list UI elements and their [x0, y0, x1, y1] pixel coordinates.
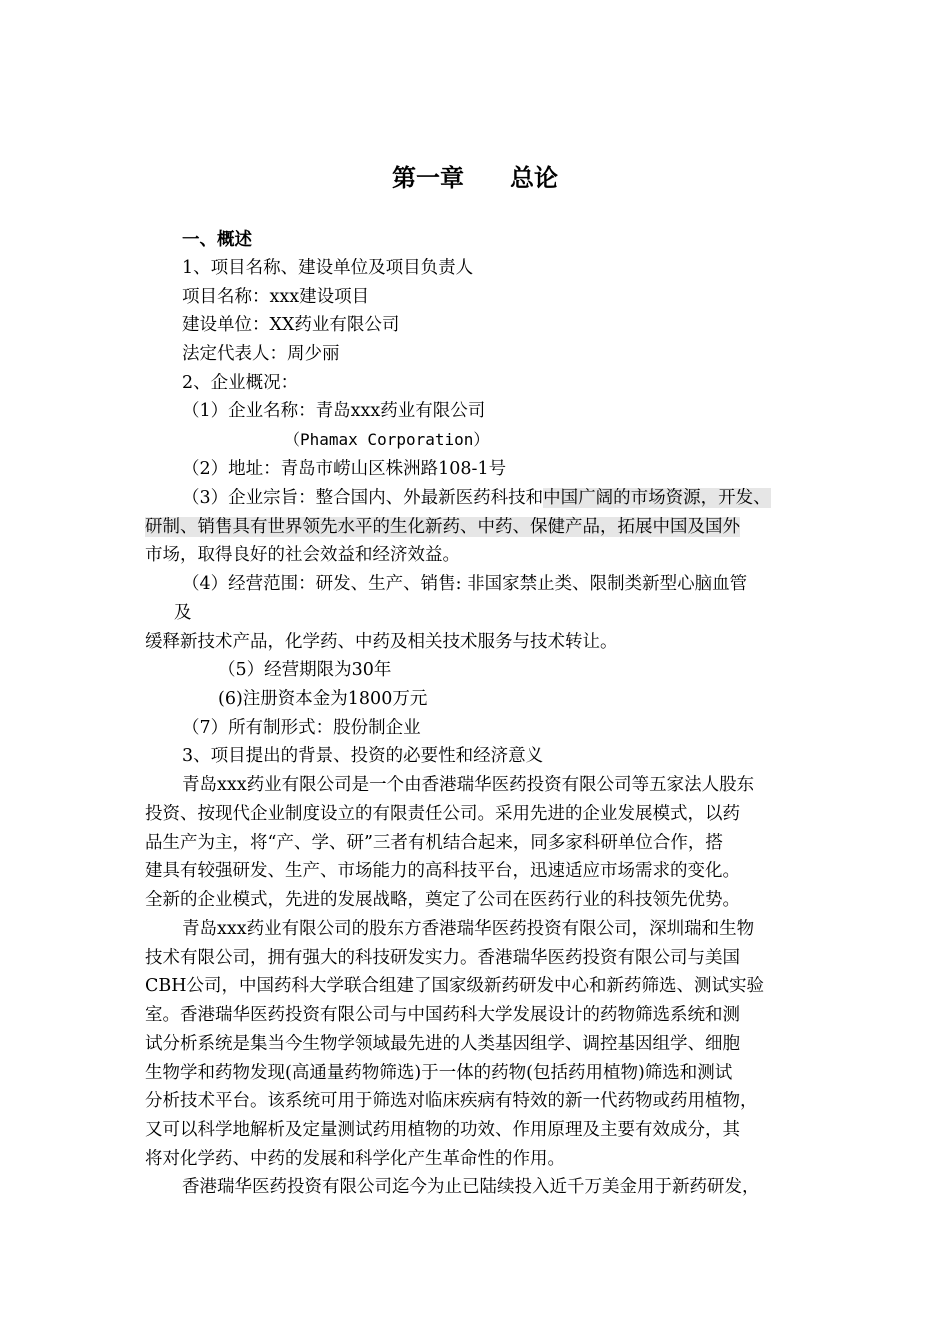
chapter-number: 第一章 — [392, 164, 464, 192]
purpose-text-b: 中国广阔的市场资源，开发、 — [543, 488, 771, 508]
scope-line-2: 及 — [174, 603, 192, 623]
paragraph-line: 全新的企业模式，先进的发展战略，奠定了公司在医药行业的科技领先优势。 — [145, 890, 740, 910]
paragraph-line: 技术有限公司，拥有强大的科技研发实力。香港瑞华医药投资有限公司与美国 — [145, 948, 740, 968]
chapter-title — [0, 158, 950, 193]
paragraph-line: 香港瑞华医药投资有限公司迄今为止已陆续投入近千万美金用于新药研发， — [182, 1177, 760, 1197]
legal-representative: 法定代表人：周少丽 — [182, 344, 340, 364]
scope-line-1: （4）经营范围：研发、生产、销售: 非国家禁止类、限制类新型心脑血管 — [182, 574, 748, 594]
item1-heading: 1、项目名称、建设单位及项目负责人 — [182, 258, 474, 278]
builder: 建设单位：XX药业有限公司 — [182, 315, 400, 335]
paragraph-line: 青岛xxx药业有限公司的股东方香港瑞华医药投资有限公司，深圳瑞和生物 — [182, 919, 755, 939]
purpose-line-3: 市场，取得良好的社会效益和经济效益。 — [145, 545, 460, 565]
purpose-text-c: 研制、销售具有世界领先水平的生化新药、中药、保健产品，拓展中国及国外 — [145, 517, 740, 537]
scope-line-3: 缓释新技术产品，化学药、中药及相关技术服务与技术转让。 — [145, 632, 618, 652]
paragraph-line: 又可以科学地解析及定量测试药用植物的功效、作用原理及主要有效成分，其 — [145, 1120, 740, 1140]
capital: (6)注册资本金为1800万元 — [218, 689, 428, 709]
purpose-text-a: （3）企业宗旨：整合国内、外最新医药科技和 — [182, 488, 544, 508]
paragraph-line: 试分析系统是集当今生物学领域最先进的人类基因组学、调控基因组学、细胞 — [145, 1034, 740, 1054]
project-name: 项目名称：xxx建设项目 — [182, 287, 370, 307]
paragraph-line: 建具有较强研发、生产、市场能力的高科技平台，迅速适应市场需求的变化。 — [145, 861, 740, 881]
paragraph-line: 分析技术平台。该系统可用于筛选对临床疾病有特效的新一代药物或药用植物， — [145, 1091, 758, 1111]
overview-heading: 一、概述 — [182, 230, 252, 250]
item3-heading: 3、项目提出的背景、投资的必要性和经济意义 — [182, 746, 544, 766]
purpose-line-1 — [182, 484, 771, 512]
paragraph-line: 投资、按现代企业制度设立的有限责任公司。采用先进的企业发展模式，以药 — [145, 804, 740, 824]
paragraph-line: 室。香港瑞华医药投资有限公司与中国药科大学发展设计的药物筛选系统和测 — [145, 1005, 740, 1025]
paragraph-line: 生物学和药物发现(高通量药物筛选)于一体的药物(包括药用植物)筛选和测试 — [145, 1063, 733, 1083]
company-name: （1）企业名称：青岛xxx药业有限公司 — [182, 401, 486, 421]
paragraph-line: 将对化学药、中药的发展和科学化产生革命性的作用。 — [145, 1149, 565, 1169]
item2-heading: 2、企业概况： — [182, 373, 299, 393]
paragraph-line: 品生产为主，将“产、学、研”三者有机结合起来，同多家科研单位合作，搭 — [145, 833, 723, 853]
chapter-name: 总论 — [510, 164, 558, 192]
paragraph-line: 青岛xxx药业有限公司是一个由香港瑞华医药投资有限公司等五家法人股东 — [182, 775, 755, 795]
ownership: （7）所有制形式：股份制企业 — [182, 718, 421, 738]
company-name-en: （Phamax Corporation） — [284, 430, 490, 449]
address: （2）地址：青岛市崂山区株洲路108-1号 — [182, 459, 507, 479]
paragraph-line: CBH公司，中国药科大学联合组建了国家级新药研发中心和新药筛选、测试实验 — [145, 976, 765, 996]
purpose-line-2 — [145, 513, 740, 541]
term: （5）经营期限为30年 — [218, 660, 392, 680]
